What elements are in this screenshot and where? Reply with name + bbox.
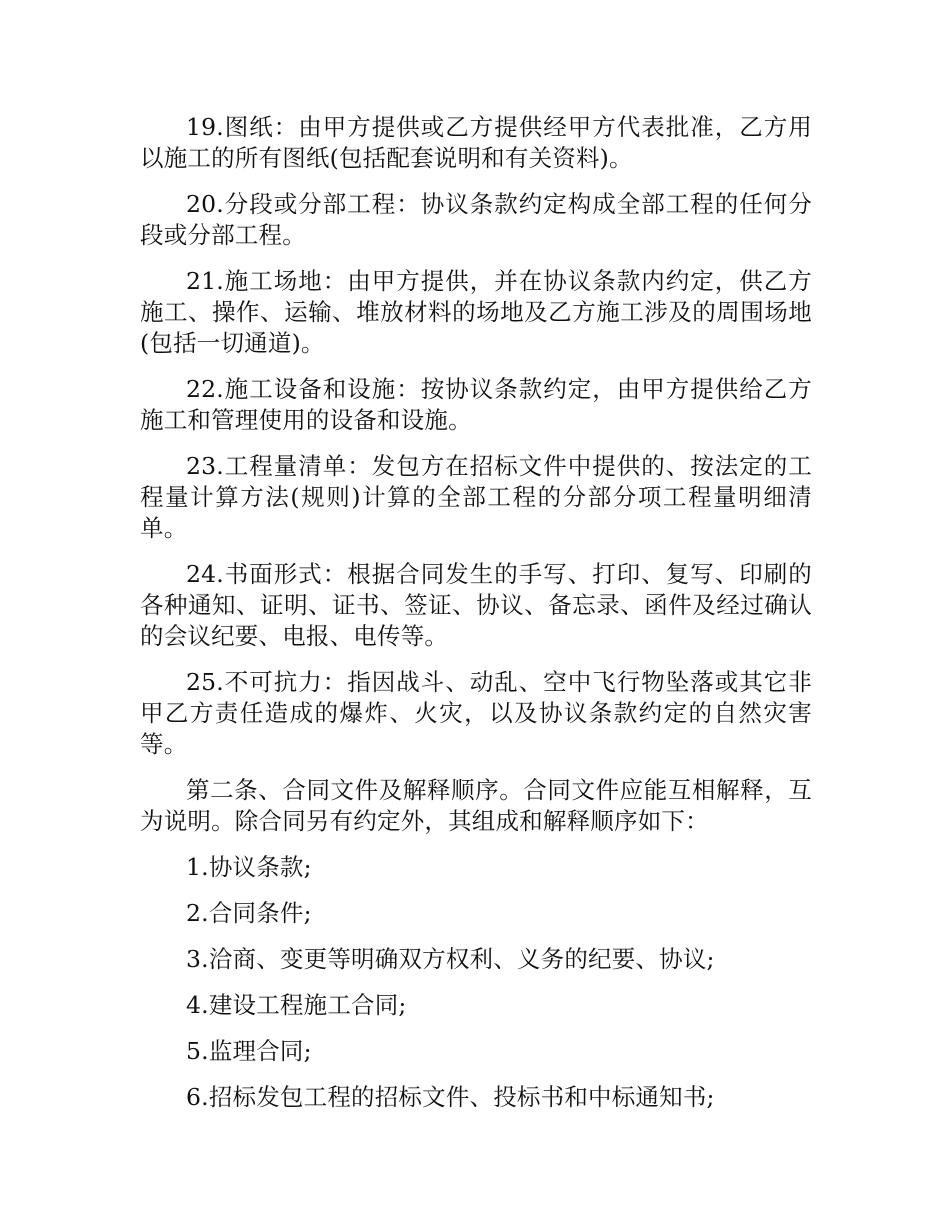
- paragraph-definition-22: 22.施工设备和设施：按协议条款约定，由甲方提供给乙方施工和管理使用的设备和设施。: [140, 375, 812, 434]
- paragraph-definition-19: 19.图纸：由甲方提供或乙方提供经甲方代表批准，乙方用以施工的所有图纸(包括配套说明和有关资料)。: [140, 113, 812, 172]
- paragraph-definition-24: 24.书面形式：根据合同发生的手写、打印、复写、印刷的各种通知、证明、证书、签证、协议、备忘录、函件及经过确认的会议纪要、电报、电传等。: [140, 560, 812, 650]
- list-item-6: 6.招标发包工程的招标文件、投标书和中标通知书;: [186, 1083, 715, 1111]
- list-item-2: 2.合同条件;: [186, 899, 312, 927]
- document-body: [140, 112, 812, 1128]
- paragraph-definition-25: 25.不可抗力：指因战斗、动乱、空中飞行物坠落或其它非甲乙方责任造成的爆炸、火灾，以及协议条款约定的自然灾害等。: [140, 668, 812, 758]
- paragraph-definition-21: 21.施工场地：由甲方提供，并在协议条款内约定，供乙方施工、操作、运输、堆放材料的场地及乙方施工涉及的周围场地(包括一切通道)。: [140, 267, 812, 357]
- paragraph-definition-23: 23.工程量清单：发包方在招标文件中提供的、按法定的工程量计算方法(规则)计算的全部工程的分部分项工程量明细清单。: [140, 452, 812, 542]
- paragraph-definition-20: 20.分段或分部工程：协议条款约定构成全部工程的任何分段或分部工程。: [140, 190, 812, 249]
- list-item-5: 5.监理合同;: [186, 1037, 312, 1065]
- paragraph-article-2: 第二条、合同文件及解释顺序。合同文件应能互相解释，互为说明。除合同另有约定外，其组成和解释顺序如下：: [140, 776, 812, 835]
- list-item-1: 1.协议条款;: [186, 853, 312, 881]
- list-item-4: 4.建设工程施工合同;: [186, 991, 407, 1019]
- list-item-3: 3.洽商、变更等明确双方权利、义务的纪要、协议;: [186, 945, 715, 973]
